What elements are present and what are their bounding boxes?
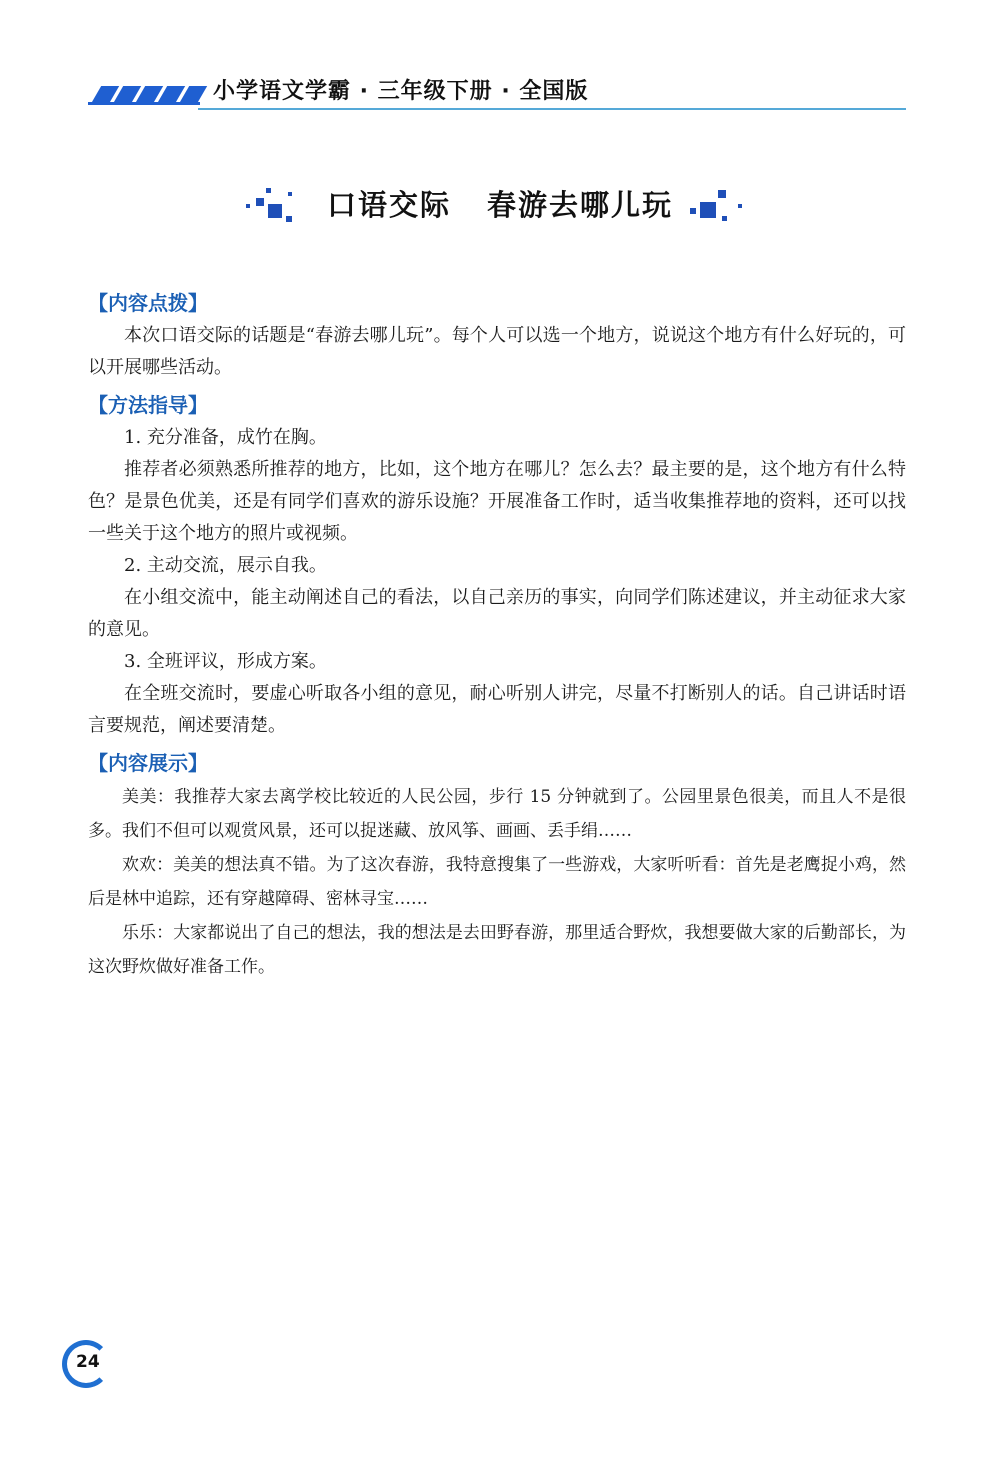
heading-content-tips: 【内容点拨】 [88, 291, 208, 315]
section-title-left: 口语交际 [326, 188, 451, 222]
page-number: 24 [76, 1352, 100, 1372]
book-title: 小学语文学霸 · 三年级下册 · 全国版 [213, 79, 589, 104]
showcase-paragraph-1: 美美：我推荐大家去离学校比较近的人民公园，步行 15 分钟就到了。公园里景色很美，而且人不是很多。我们不但可以观赏风景，还可以捉迷藏、放风筝、画画、丢手绢…… [88, 787, 906, 841]
heading-showcase: 【内容展示】 [88, 751, 208, 775]
showcase-paragraph-2: 欢欢：美美的想法真不错。为了这次春游，我特意搜集了一些游戏，大家听听看：首先是老鹰捉小鸡，然后是林中追踪，还有穿越障碍、密林寻宝…… [88, 855, 906, 909]
method-item-3-title: 3. 全班评议，形成方案。 [124, 651, 327, 672]
method-item-2-title: 2. 主动交流，展示自我。 [124, 555, 327, 576]
showcase-section [88, 780, 906, 984]
method-item-1-text: 推荐者必须熟悉所推荐的地方，比如，这个地方在哪儿？怎么去？最主要的是，这个地方有什么特色？是景色优美，还是有同学们喜欢的游乐设施？开展准备工作时，适当收集推荐地的资料，还可以找一些关于这个地方的照片或视频。 [88, 459, 906, 544]
method-item-1-title: 1. 充分准备，成竹在胸。 [124, 427, 327, 448]
heading-method: 【方法指导】 [88, 393, 208, 417]
page-number-badge [62, 1340, 118, 1392]
header-bar [88, 102, 200, 105]
section-title [0, 183, 1000, 224]
method-item-2-text: 在小组交流中，能主动阐述自己的看法，以自己亲历的事实，向同学们陈述建议，并主动征求大家的意见。 [88, 587, 906, 640]
content-tips-text: 本次口语交际的话题是“春游去哪儿玩”。每个人可以选一个地方，说说这个地方有什么好玩的，可以开展哪些活动。 [88, 325, 906, 378]
main-content [88, 286, 906, 984]
method-item-3-text: 在全班交流时，要虚心听取各小组的意见，耐心听别人讲完，尽量不打断别人的话。自己讲话时语言要规范，阐述要清楚。 [88, 683, 906, 736]
showcase-paragraph-3: 乐乐：大家都说出了自己的想法，我的想法是去田野春游，那里适合野炊，我想要做大家的后勤部长，为这次野炊做好准备工作。 [88, 923, 906, 977]
page-header [88, 72, 906, 116]
section-title-right: 春游去哪儿玩 [487, 188, 674, 222]
header-rule [198, 108, 906, 110]
